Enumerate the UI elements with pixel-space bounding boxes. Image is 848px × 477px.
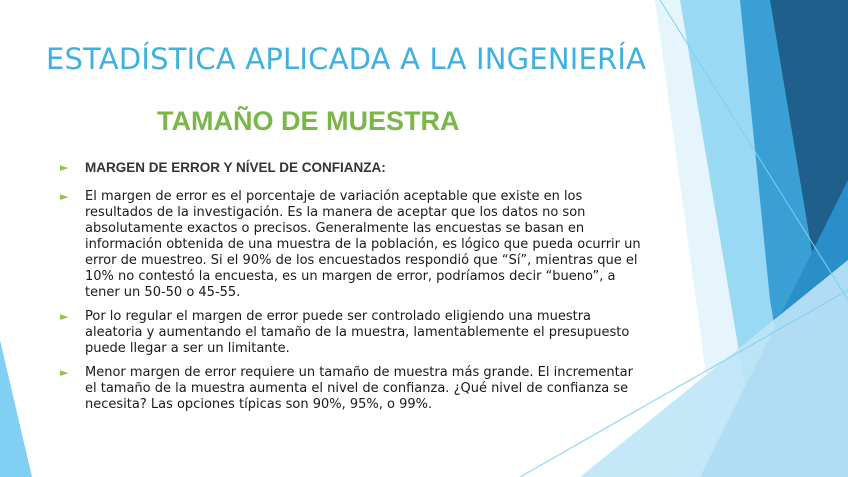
slide-title: ESTADÍSTICA APLICADA A LA INGENIERÍA [46, 42, 647, 76]
triangle-right-icon: ► [60, 161, 69, 174]
slide-subtitle: TAMAÑO DE MUESTRA [157, 106, 460, 136]
triangle-right-icon: ► [60, 190, 69, 203]
bullet-text: MARGEN DE ERROR Y NÍVEL DE CONFIANZA: [85, 160, 386, 175]
bullet-text: El margen de error es el porcentaje de variación aceptable que existe en los resultados de la investigación. Es la manera de aceptar que los datos no son absolutamente exactos o precisos. Generalmente las encuestas se basan en información obtenida de una muestra de la población, es lógico que pueda ocurrir un error de muestreo. Si el 90% de los encuestados respondió que “Sí”, mientras que el 10% no contestó la encuesta, es un margen de error, podríamos decir “bueno”, a tener un 50-50 o 45-55. [85, 189, 641, 300]
triangle-right-icon: ► [60, 366, 69, 379]
bullet-item-definition [58, 189, 648, 301]
bullet-item-control [58, 309, 648, 357]
decor-bottom-left-triangle [0, 340, 32, 477]
bullet-item-confidence [58, 365, 648, 413]
triangle-right-icon: ► [60, 310, 69, 323]
bullet-list [58, 160, 648, 421]
bullet-item-heading [58, 160, 648, 177]
bullet-text: Menor margen de error requiere un tamaño de muestra más grande. El incrementar el tamaño de la muestra aumenta el nivel de confianza. ¿Qué nivel de confianza se necesita? Las opciones típicas son 90%, 95%, o 99%. [85, 365, 633, 412]
bullet-text: Por lo regular el margen de error puede ser controlado eligiendo una muestra aleatoria y aumentando el tamaño de la muestra, lamentablemente el presupuesto puede llegar a ser un limitante. [85, 309, 630, 356]
